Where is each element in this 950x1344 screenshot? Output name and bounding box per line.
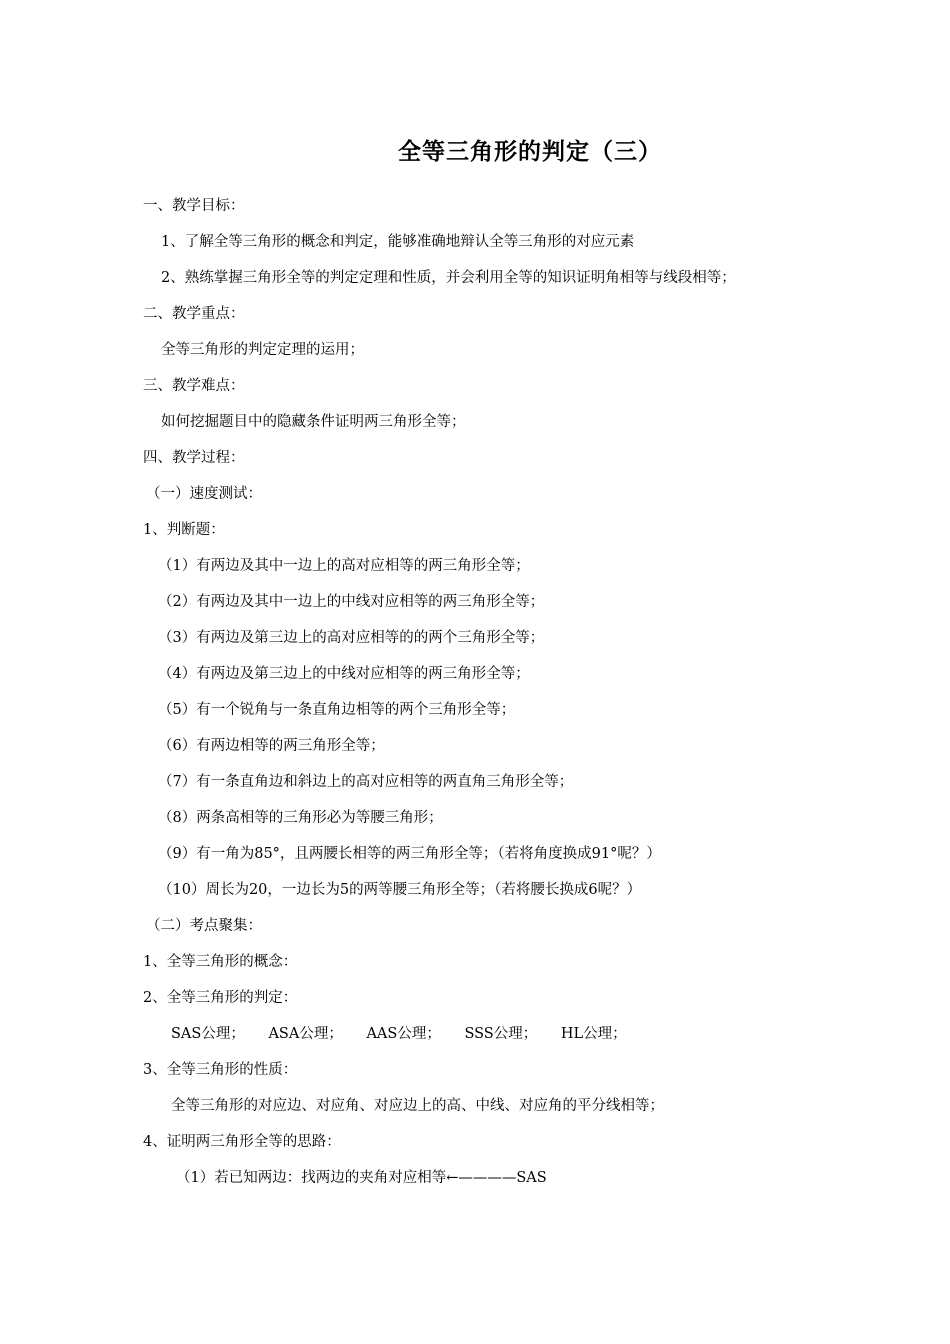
judge-item: （4）有两边及第三边上的中线对应相等的两三角形全等； [158,666,530,682]
concept-heading: 1、全等三角形的概念： [143,954,298,970]
difficulty-text: 如何挖掘题目中的隐藏条件证明两三角形全等； [161,414,466,430]
judge-item: （10）周长为20，一边长为5的两等腰三角形全等；（若将腰长换成6呢？） [158,882,642,898]
axiom-item: HL公理； [560,1026,627,1042]
goal-item-2: 2、熟练掌握三角形全等的判定定理和性质，并会利用全等的知识证明角相等与线段相等； [161,270,736,286]
property-text: 全等三角形的对应边、对应角、对应边上的高、中线、对应角的平分线相等； [171,1098,664,1114]
speed-test-heading: （一）速度测试： [146,486,262,502]
axiom-item: SAS公理； [171,1026,245,1042]
criteria-heading: 2、全等三角形的判定： [143,990,298,1006]
axiom-item: ASA公理； [268,1026,343,1042]
page-title: 全等三角形的判定（三） [398,139,662,165]
judge-item: （9）有一角为85°，且两腰长相等的两三角形全等；（若将角度换成91°呢？） [158,846,661,862]
judge-item: （6）有两边相等的两三角形全等； [158,738,385,754]
property-heading: 3、全等三角形的性质： [143,1062,298,1078]
judge-item: （5）有一个锐角与一条直角边相等的两个三角形全等； [158,702,516,718]
judge-item: （3）有两边及第三边上的高对应相等的的两个三角形全等； [158,630,545,646]
section-heading-goals: 一、教学目标： [143,198,245,214]
judge-heading: 1、判断题： [143,522,225,538]
axiom-item: AAS公理； [366,1026,441,1042]
judge-item: （7）有一条直角边和斜边上的高对应相等的两直角三角形全等； [158,774,574,790]
goal-item-1: 1、了解全等三角形的概念和判定，能够准确地辩认全等三角形的对应元素 [161,234,635,250]
key-points-heading: （二）考点聚集： [146,918,262,934]
section-heading-process: 四、教学过程： [143,450,245,466]
proof-idea-heading: 4、证明两三角形全等的思路： [143,1134,341,1150]
focus-text: 全等三角形的判定定理的运用； [161,342,364,358]
judge-item: （2）有两边及其中一边上的中线对应相等的两三角形全等； [158,594,545,610]
axiom-item: SSS公理； [464,1026,538,1042]
judge-item: （8）两条高相等的三角形必为等腰三角形； [158,810,443,826]
judge-item: （1）有两边及其中一边上的高对应相等的两三角形全等； [158,558,530,574]
document-body [0,196,950,1204]
proof-item-1: （1）若已知两边：找两边的夹角对应相等←————SAS [176,1170,547,1186]
section-heading-difficulty: 三、教学难点： [143,378,245,394]
section-heading-focus: 二、教学重点： [143,306,245,322]
axiom-list [0,1024,950,1060]
